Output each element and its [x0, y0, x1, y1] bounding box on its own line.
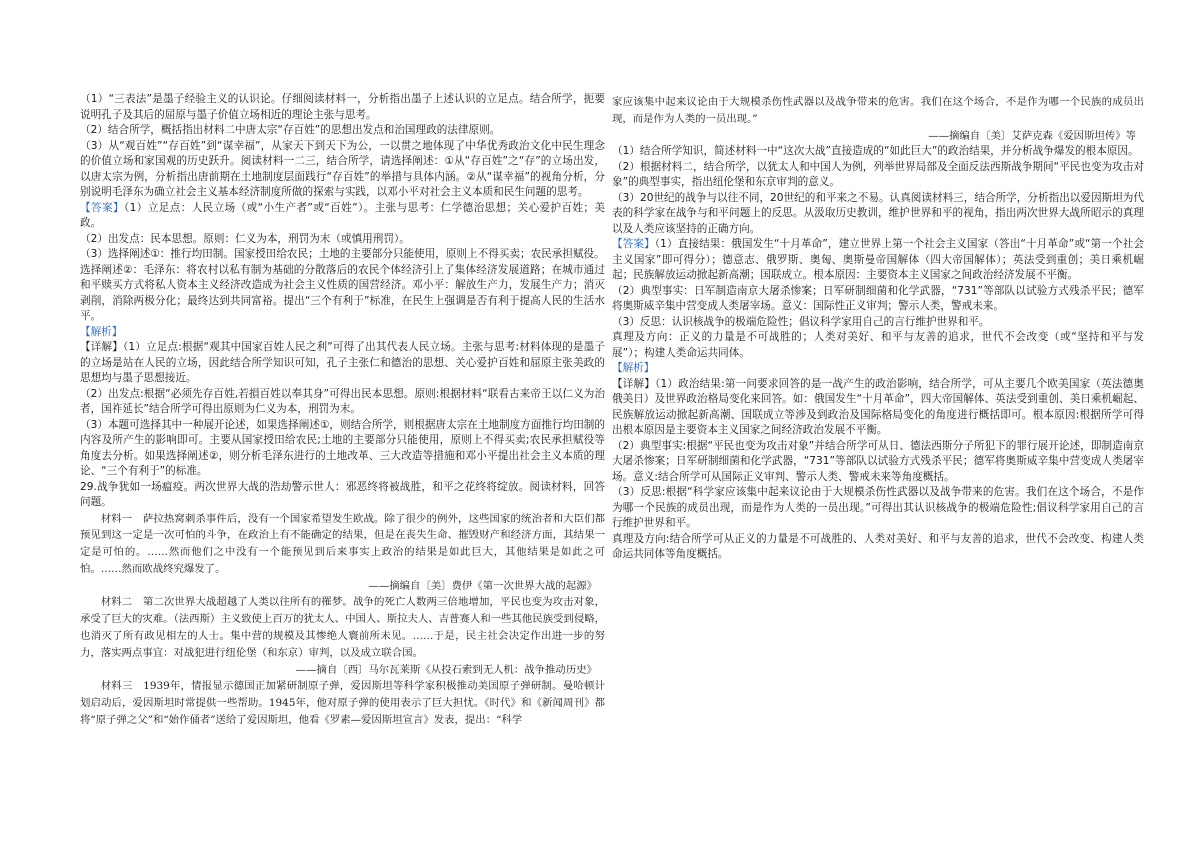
detail-label-q29: 【详解】 [612, 377, 656, 390]
q29-part3: （3）20世纪的战争与以往不同，20世纪的和平来之不易。认真阅读材料三，结合所学，分析指出以爱因斯坦为代表的科学家在战争与和平问题上的反思。从汲取历史教训，维护世界和平的视角，指出两次世界大战所昭示的真理以及人类应该坚持的正确方向。 [612, 191, 1144, 235]
answer-q28-part3b: 选择阐述②：毛泽东：将农村以私有制为基础的分散落后的农民个体经济引上了集体经济发展道路；在城市通过和平赎买方式将私人资本主义经济改造成为社会主义性质的国营经济。邓小平：解放生产力，发展生产力；消灭剥削，消除两极分化；最终达到共同富裕。提出“三个有利于”标准，在民生上强调是否有利于提高人民的生活水平。 [80, 263, 605, 322]
left-column [80, 92, 605, 729]
detail-q28-part1 [80, 340, 605, 387]
source-1: ——摘编自〔美〕费伊《第一次世界大战的起源》 [368, 579, 597, 592]
answer-q28-part1: （1）立足点：人民立场（或“小生产者”或“百姓”）。主张与思考：仁学德治思想；关心爱护百姓；美政。 [80, 201, 606, 229]
material-1: 材料一 萨拉热窝刺杀事件后，没有一个国家希望发生欧战。除了很少的例外，这些国家的统治者和大臣们都预见到这一定是一次可怕的斗争，在政治上有不能确定的结果，但是在丧失生命、摧毁财产和经济方面，其结果一定是可怕的。……然而他们之中没有一个能预见到后来事实上政治的结果是如此巨大，其他结果是如此之可怕。……然而欧战终究爆发了。 [80, 512, 605, 575]
material-3: 材料三 1939年，情报显示德国正加紧研制原子弹，爱因斯坦等科学家积极推动美国原子弹研制。曼哈顿计划启动后，爱因斯坦时常提供一些帮助。1945年，他对原子弹的使用表示了巨大担忧。《时代》和《新闻周刊》都将“原子弹之父”和“始作俑者”送给了爱因斯坦，他看《罗素—爱因斯坦宣言》发表，提出：“科学 [80, 680, 605, 727]
q28-part2: （2）结合所学，概括指出材料二中唐太宗“存百姓”的思想出发点和治国理政的法律原则。 [80, 124, 501, 136]
detail-label: 【详解】 [80, 341, 123, 353]
detail-q28-part3: （3）本题可选择其中一种展开论述，如果选择阐述①，则结合所学，则根据唐太宗在土地制度方面推行均田制的内容及所产生的影响即可。主要从国家授田给农民;土地的主要部分只能使用，原则上不得买卖;农民承担赋役等角度去分析。如果选择阐述②，则分析毛泽东进行的土地改革、三大改造等措施和邓小平提出社会主义本质的理论、“三个有利于”的标准。 [80, 418, 605, 477]
material-2: 材料二 第二次世界大战超越了人类以往所有的罹梦。战争的死亡人数两三倍地增加，平民也变为攻击对象，承受了巨大的灾难。（法西斯）主义致使上百万的犹太人、中国人、斯拉夫人、吉普赛人和一些其他民族受到侵略，也消灭了所有政见相左的人士。集中营的规模及其惨绝人寰前所未见。……于是，民主社会决定作出进一步的努力，落实两点事宜：对战犯进行纽伦堡（和东京）审判，以及成立联合国。 [80, 596, 605, 659]
answer-q29-truth: 真理及方向：正义的力量是不可战胜的；人类对美好、和平与友善的追求，世代不会改变（或“坚持和平与发展”）；构建人类命运共同体。 [612, 331, 1144, 359]
analysis-label-q29: 【解析】 [612, 362, 655, 375]
detail-q28-part1-text: （1）立足点:根据“观其中国家百姓人民之利”可得了出其代表人民立场。主张与思考:材料体现的是墨子的立场是站在人民的立场，因此结合所学知识可知，孔子主张仁和德治的思想、关心爱护百姓和屈原主张美政的思想均与墨子思想接近。 [80, 341, 605, 384]
detail-q29-truth: 真理及方向:结合所学可从正义的力量是不可战胜的、人类对美好、和平与友善的追求，世代不会改变、构建人类命运共同体等角度概括。 [612, 532, 1144, 561]
answer-label: 【答案】 [80, 201, 124, 214]
material-3-continued: 家应该集中起来议论由于大规模杀伤性武器以及战争带来的危害。我们在这个场合，不是作为哪一个民族的成员出现，而是作为人类的一员出现。” [612, 96, 1144, 125]
answer-q29-part2: （2）典型事实：日军制造南京大屠杀惨案；日军研制细菌和化学武器，“731”等部队以试验方式残杀平民；德军将奥斯威辛集中营变成人类屠宰场。意义：国际性正义审判；警示人类，警戒未来。 [612, 284, 1144, 313]
answer-q28-part2: （2）出发点：民本思想。原则：仁义为本，刑罚为末（或慎用刑罚）。 [80, 232, 410, 245]
answer-q29-part3: （3）反思：认识核战争的极端危险性；倡议科学家用自己的言行维护世界和平。 [612, 315, 990, 328]
analysis-label: 【解析】 [80, 325, 123, 338]
detail-q29-part2: （2）典型事实:根据“平民也变为攻击对象”并结合所学可从日、德法西斯分子所犯下的罪行展开论述，即制造南京大屠杀惨案；日军研制细菌和化学武器，“731”等部队以试验方式残杀平民；德军将奥斯威辛集中营变成人类屠宰场。意义:结合所学可从国际正义审判、警示人类、警戒未来等角度概括。 [612, 439, 1144, 483]
q29-part1: （1）结合所学知识，简述材料一中“这次大战”直接造成的“如此巨大”的政治结果，并分析战争爆发的根本原因。 [612, 145, 1139, 158]
right-column [612, 94, 1144, 563]
answer-q29-part1: （1）直接结果：俄国发生“十月革命”，建立世界上第一个社会主义国家（答出“十月革命”或“第一个社会主义国家”即可得分）；德意志、俄罗斯、奥匈、奥斯曼帝国解体（四大帝国解体）；英法受到重创；美日乘机崛起；民族解放运动掀起新高潮；国联成立。根本原因：主要资本主义国家之间政治经济发展不平衡。 [612, 238, 1144, 282]
detail-q29-part1 [612, 377, 1144, 439]
detail-q28-part2: （2）出发点:根据“必须先存百姓,若損百姓以奉其身”可得出民本思想。原则:根据材料“联看古来帝王以仁义为治者，国祚延长”结合所学可得出原则为仁义为本，刑罚为末。 [80, 387, 605, 415]
source-2: ——摘自〔西〕马尔瓦莱斯《从投石索到无人机：战争推动历史》 [295, 663, 597, 676]
detail-q29-part3: （3）反思:根据“科学家应该集中起来议论由于大规模杀伤性武器以及战争带来的危害。我们在这个场合，不是作为哪一个民族的成员出现，而是作为人类的一员出现。”可得出其认识核战争的极端危险性;倡议科学家用自己的言行维护世界和平。 [612, 486, 1144, 530]
q28-part1: （1）“三表法”是墨子经验主义的认识论。仔细阅读材料一，分析指出墨子上述认识的立足点。结合所学，扼要说明孔子及其后的屈原与墨子价值立场相近的理论主张与思考。 [80, 93, 605, 121]
answer-section-q28 [80, 201, 605, 232]
answer-q28-part3a: （3）选择阐述①：推行均田制。国家授田给农民；土地的主要部分只能使用，原则上不得买卖；农民承担赋役。 [80, 248, 605, 260]
detail-q29-part1-text: （1）政治结果:第一问要求回答的是一战产生的政治影响，结合所学，可从主要几个欧美国家（英法德奥俄美日）及世界政治格局变化来回答。如：俄国发生“十月革命”，四大帝国解体、英法受到重创、美日乘机崛起、民族解放运动掀起新高潮、国联成立等涉及到政治及国际格局变化的角度进行概括即可。根本原因:根据所学可得出根本原因是主要资本主义国家之间经济政治发展不平衡。 [612, 377, 1144, 437]
source-3: ——摘编自〔美〕艾萨克森《爱因斯坦传》等 [928, 129, 1136, 142]
q29-part2: （2）根据材料二，结合所学，以犹太人和中国人为例，列举世界局部及全面反法西斯战争期间“平民也变为攻击对象”的典型事实，指出纽伦堡和东京审判的意义。 [612, 160, 1144, 189]
q29-intro: 29.战争犹如一场瘟疫。两次世界大战的浩劫警示世人：邪恶终将被战胜，和平之花终将绽放。阅读材料，回答问题。 [80, 480, 605, 508]
q28-part3: （3）从“观百姓”“存百姓”到“谋幸福”，从家天下到天下为公，一以贯之地体现了中华优秀政治文化中民生理念的价值立场和家国观的历史跃升。阅读材料一二三，结合所学，请选择阐述：①从“存百姓”之“存”的立场出发，以唐太宗为例，分析指出唐前期在土地制度层面践行“存百姓”的举措与具体内涵。②从“谋幸福”的视角分析，分别说明毛泽东为确立社会主义基本经济制度所做的探索与实践，以邓小平对社会主义本质和民生问题的思考。 [80, 139, 605, 198]
answer-label-q29: 【答案】 [612, 238, 655, 251]
answer-section-q29 [612, 237, 1144, 284]
